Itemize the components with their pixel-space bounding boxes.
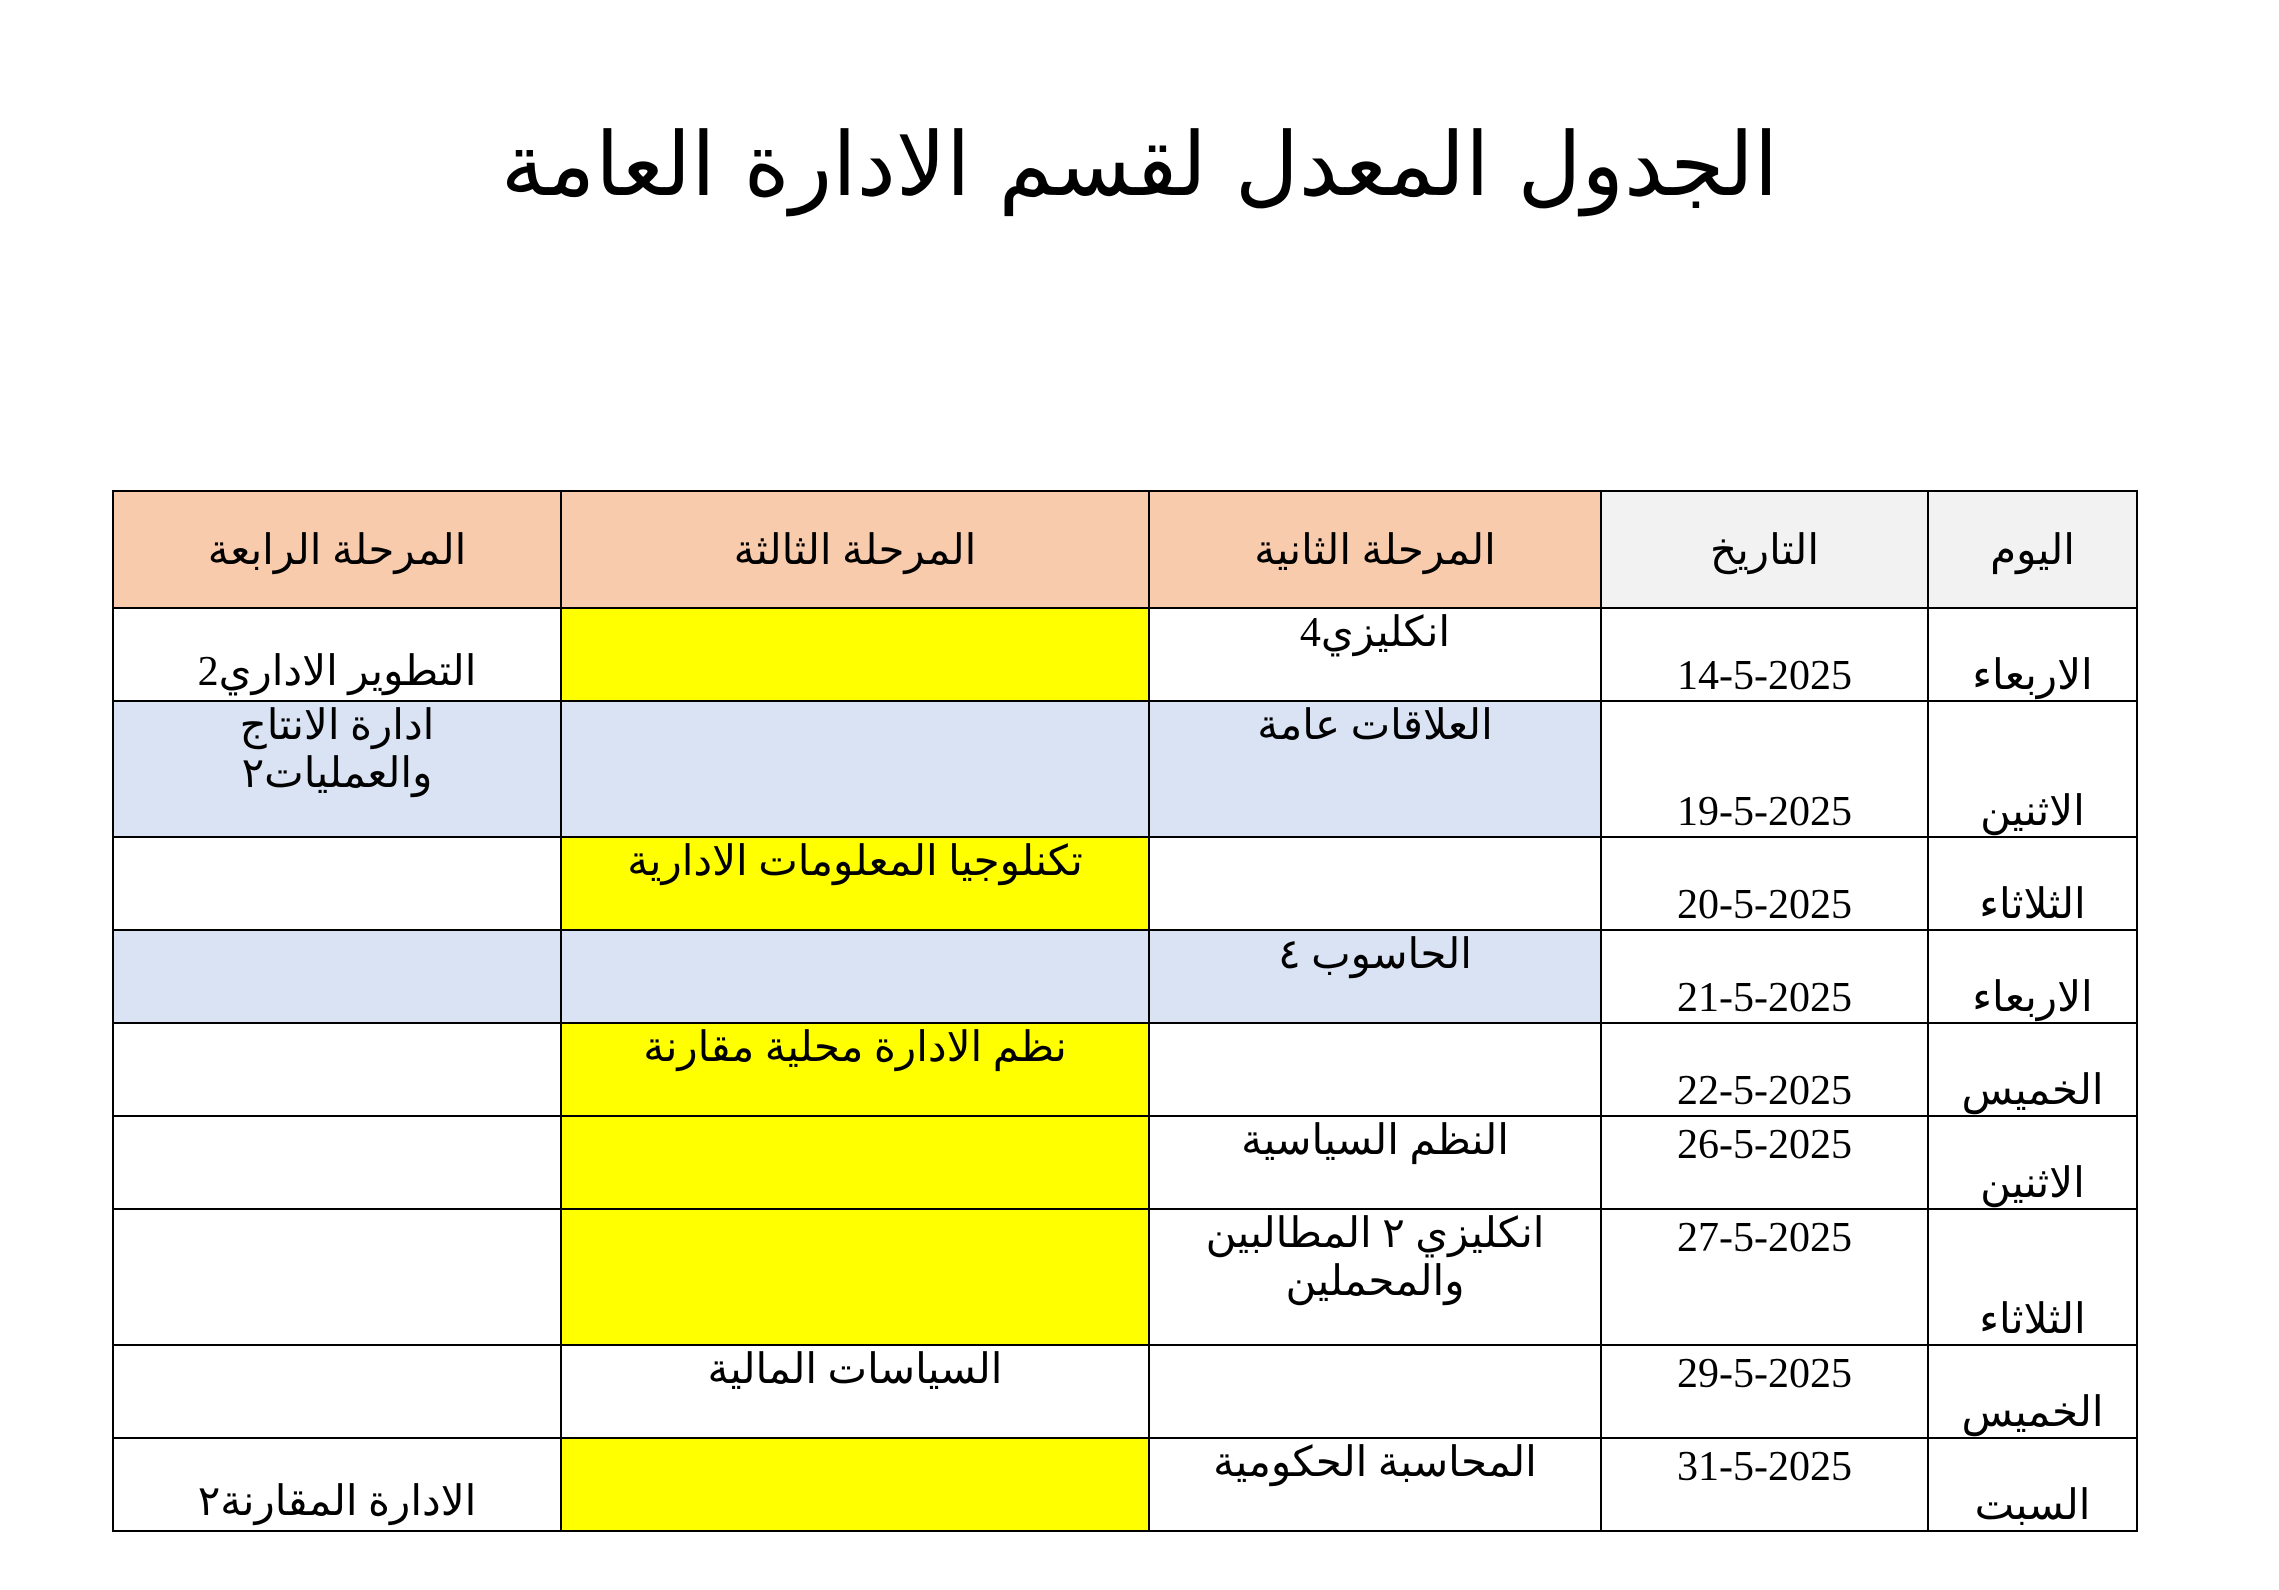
cell-stage4 — [113, 930, 561, 1023]
header-stage3: المرحلة الثالثة — [561, 491, 1149, 608]
table-row — [113, 1345, 2137, 1438]
cell-stage4: التطوير الاداري2 — [113, 608, 561, 701]
cell-stage4 — [113, 1023, 561, 1116]
cell-stage2: العلاقات عامة — [1149, 701, 1601, 837]
cell-stage3 — [561, 1438, 1149, 1531]
cell-day: الخميس — [1928, 1023, 2137, 1116]
cell-stage2-line1: انكليزي ٢ المطالبين — [1205, 1211, 1545, 1257]
cell-stage4-line1: ادارة الانتاج — [239, 703, 435, 749]
cell-stage2: انكليزي4 — [1149, 608, 1601, 701]
header-stage2: المرحلة الثانية — [1149, 491, 1601, 608]
cell-stage3: نظم الادارة محلية مقارنة — [561, 1023, 1149, 1116]
table-row — [113, 701, 2137, 837]
table-header-row — [113, 491, 2137, 608]
cell-stage3 — [561, 1209, 1149, 1345]
cell-day: السبت — [1928, 1438, 2137, 1531]
cell-stage4 — [113, 1209, 561, 1345]
cell-stage4 — [113, 837, 561, 930]
table-row — [113, 837, 2137, 930]
header-day: اليوم — [1928, 491, 2137, 608]
cell-stage4: الادارة المقارنة٢ — [113, 1438, 561, 1531]
cell-stage3: السياسات المالية — [561, 1345, 1149, 1438]
cell-stage3 — [561, 930, 1149, 1023]
cell-stage3 — [561, 608, 1149, 701]
header-stage4: المرحلة الرابعة — [113, 491, 561, 608]
schedule-table — [112, 490, 2138, 1532]
table-row — [113, 1438, 2137, 1531]
cell-stage2: النظم السياسية — [1149, 1116, 1601, 1209]
cell-stage2 — [1149, 1209, 1601, 1345]
cell-date: 22-5-2025 — [1601, 1023, 1928, 1116]
table-row — [113, 1023, 2137, 1116]
cell-stage2-line2: والمحملين — [1285, 1259, 1465, 1305]
cell-stage4-line2: والعمليات٢ — [241, 751, 433, 797]
cell-date: 31-5-2025 — [1601, 1438, 1928, 1531]
page-title: الجدول المعدل لقسم الادارة العامة — [500, 113, 1779, 216]
cell-day: الاربعاء — [1928, 930, 2137, 1023]
cell-date: 19-5-2025 — [1601, 701, 1928, 837]
table-row — [113, 930, 2137, 1023]
cell-stage3: تكنلوجيا المعلومات الادارية — [561, 837, 1149, 930]
cell-date: 21-5-2025 — [1601, 930, 1928, 1023]
cell-date: 20-5-2025 — [1601, 837, 1928, 930]
cell-day: الثلاثاء — [1928, 1209, 2137, 1345]
cell-stage3 — [561, 701, 1149, 837]
cell-stage4 — [113, 1345, 561, 1438]
cell-day: الاثنين — [1928, 701, 2137, 837]
cell-stage2: الحاسوب ٤ — [1149, 930, 1601, 1023]
table-row — [113, 1116, 2137, 1209]
cell-day: الاثنين — [1928, 1116, 2137, 1209]
table-row — [113, 608, 2137, 701]
cell-stage2 — [1149, 1345, 1601, 1438]
cell-stage4 — [113, 701, 561, 837]
cell-date: 27-5-2025 — [1601, 1209, 1928, 1345]
cell-date: 29-5-2025 — [1601, 1345, 1928, 1438]
cell-day: الاربعاء — [1928, 608, 2137, 701]
table-row — [113, 1209, 2137, 1345]
header-date: التاريخ — [1601, 491, 1928, 608]
cell-stage4 — [113, 1116, 561, 1209]
cell-date: 26-5-2025 — [1601, 1116, 1928, 1209]
cell-day: الخميس — [1928, 1345, 2137, 1438]
cell-stage2 — [1149, 1023, 1601, 1116]
cell-date: 14-5-2025 — [1601, 608, 1928, 701]
cell-day: الثلاثاء — [1928, 837, 2137, 930]
cell-stage3 — [561, 1116, 1149, 1209]
cell-stage2 — [1149, 837, 1601, 930]
cell-stage2: المحاسبة الحكومية — [1149, 1438, 1601, 1531]
